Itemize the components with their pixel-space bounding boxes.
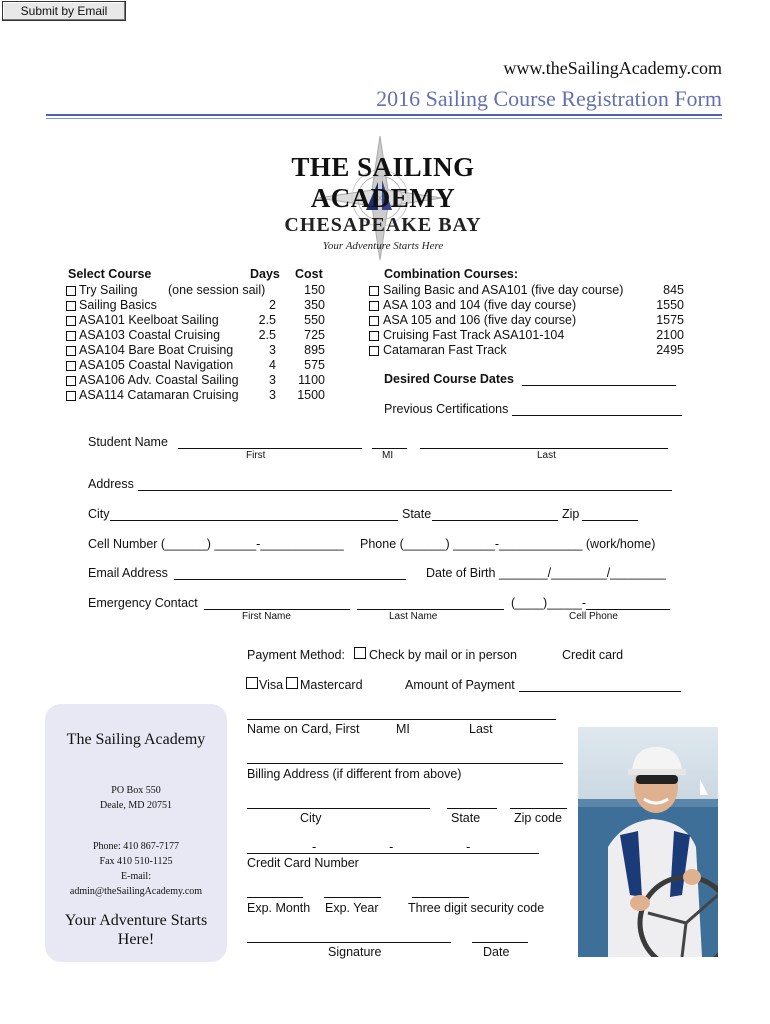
course-checkbox[interactable] [66, 376, 76, 386]
combination-cost: 2495 [656, 343, 684, 357]
course-cost: 1500 [297, 388, 325, 402]
title-rule [46, 114, 722, 116]
visa-checkbox[interactable] [246, 677, 258, 689]
course-name: ASA105 Coastal Navigation [79, 358, 234, 372]
course-checkbox[interactable] [66, 391, 76, 401]
card-number-label: Credit Card Number [247, 856, 359, 870]
course-days: 3 [269, 388, 276, 402]
course-name: Try Sailing [79, 283, 138, 297]
logo-location: CHESAPEAKE BAY [284, 214, 482, 236]
previous-certs-field[interactable] [512, 415, 682, 416]
combination-cost: 1550 [656, 298, 684, 312]
combination-checkbox[interactable] [369, 331, 379, 341]
course-cost: 895 [304, 343, 325, 357]
emergency-contact-label: Emergency Contact [88, 596, 198, 610]
credit-card-label: Credit card [562, 648, 624, 662]
card-last-label: Last [469, 722, 493, 736]
billing-state-label: State [451, 811, 481, 825]
course-days: 2.5 [258, 328, 276, 342]
title-rule-thin [46, 118, 722, 119]
sidebar-email-label: E-mail: [121, 871, 151, 882]
sailor-photo [578, 727, 718, 957]
course-cost: 575 [304, 358, 325, 372]
student-name-label: Student Name [88, 435, 168, 449]
course-name: Sailing Basics [79, 298, 157, 312]
last-caption: Last [537, 450, 556, 461]
submit-by-email-button[interactable]: Submit by Email [2, 1, 126, 21]
course-checkbox[interactable] [66, 286, 76, 296]
sidebar-phone: Phone: 410 867-7177 [92, 841, 180, 852]
emergency-first-caption: First Name [242, 611, 291, 622]
billing-address-label: Billing Address (if different from above) [247, 767, 462, 781]
course-checkbox[interactable] [66, 361, 76, 371]
contact-sidebar [45, 704, 227, 962]
date-field[interactable] [472, 942, 528, 943]
course-checkbox[interactable] [66, 346, 76, 356]
logo-tagline: Your Adventure Starts Here [322, 240, 444, 252]
combination-cost: 2100 [656, 328, 684, 342]
course-cost: 550 [304, 313, 325, 327]
desired-dates-field[interactable] [522, 385, 676, 386]
billing-state-field[interactable] [447, 808, 497, 809]
address-label: Address [88, 477, 134, 491]
emergency-last-caption: Last Name [389, 611, 438, 622]
amount-label: Amount of Payment [405, 678, 515, 692]
combination-heading: Combination Courses: [384, 267, 519, 281]
combination-checkbox[interactable] [369, 316, 379, 326]
billing-city-field[interactable] [247, 808, 430, 809]
phone-field[interactable]: Phone (______) ______-____________ (work/home) [360, 537, 656, 551]
first-name-field[interactable] [178, 448, 362, 449]
payment-method-label: Payment Method: [247, 648, 345, 662]
course-name: ASA103 Coastal Cruising [79, 328, 221, 342]
combination-name: ASA 103 and 104 (five day course) [383, 298, 577, 312]
last-name-field[interactable] [420, 448, 668, 449]
billing-zip-field[interactable] [510, 808, 567, 809]
check-payment-label: Check by mail or in person [369, 648, 517, 662]
check-payment-checkbox[interactable] [354, 647, 366, 659]
sidebar-slogan: Your Adventure Starts Here! [64, 912, 208, 948]
emergency-phone-line[interactable] [586, 609, 670, 610]
mastercard-label: Mastercard [300, 678, 363, 692]
card-mi-label: MI [396, 722, 410, 736]
date-label: Date [483, 945, 510, 959]
mi-field[interactable] [372, 448, 407, 449]
address-field[interactable] [138, 490, 672, 491]
emergency-last-field[interactable] [357, 609, 504, 610]
course-days: 2.5 [258, 313, 276, 327]
amount-field[interactable] [519, 691, 681, 692]
combination-checkbox[interactable] [369, 346, 379, 356]
signature-label: Signature [328, 945, 382, 959]
signature-field[interactable] [247, 942, 451, 943]
billing-address-field[interactable] [247, 763, 563, 764]
combination-checkbox[interactable] [369, 301, 379, 311]
cvv-field[interactable] [412, 897, 469, 898]
course-cost: 350 [304, 298, 325, 312]
zip-label: Zip [562, 507, 580, 521]
combination-name: Sailing Basic and ASA101 (five day course) [383, 283, 624, 297]
course-days: 4 [269, 358, 276, 372]
combination-checkbox[interactable] [369, 286, 379, 296]
state-field[interactable] [432, 520, 558, 521]
sidebar-city: Deale, MD 20751 [100, 800, 172, 811]
course-name: ASA106 Adv. Coastal Sailing [79, 373, 239, 387]
cell-number-field[interactable]: Cell Number (______) ______-____________ [88, 537, 344, 551]
course-checkbox[interactable] [66, 331, 76, 341]
cvv-label: Three digit security code [408, 901, 545, 915]
course-days: 2 [269, 298, 276, 312]
state-label: State [402, 507, 432, 521]
course-days: 3 [269, 373, 276, 387]
course-name: ASA101 Keelboat Sailing [79, 313, 219, 327]
course-days: 3 [269, 343, 276, 357]
name-on-card-label: Name on Card, First [247, 722, 360, 736]
days-heading: Days [250, 267, 280, 281]
course-cost: 725 [304, 328, 325, 342]
combination-name: ASA 105 and 106 (five day course) [383, 313, 577, 327]
billing-city-label: City [300, 811, 322, 825]
combination-cost: 845 [663, 283, 684, 297]
zip-field[interactable] [582, 520, 638, 521]
desired-dates-label: Desired Course Dates [384, 372, 514, 386]
previous-certs-label: Previous Certifications [384, 402, 509, 416]
email-field[interactable] [174, 579, 406, 580]
exp-month-label: Exp. Month [247, 901, 311, 915]
emergency-cell-caption: Cell Phone [569, 611, 618, 622]
course-cost: 150 [304, 283, 325, 297]
course-note: (one session sail) [168, 283, 266, 297]
card-number-separators: - - - [312, 840, 471, 854]
course-cost: 1100 [298, 373, 325, 387]
combination-cost: 1575 [656, 313, 684, 327]
sidebar-academy-name: The Sailing Academy [66, 731, 206, 748]
combination-name: Catamaran Fast Track [383, 343, 507, 357]
course-checkbox[interactable] [66, 301, 76, 311]
emergency-phone-field[interactable]: (____)_____- [511, 596, 587, 610]
sidebar-po-box: PO Box 550 [111, 785, 161, 796]
sidebar-fax: Fax 410 510-1125 [99, 856, 173, 867]
name-on-card-field[interactable] [247, 719, 556, 720]
first-caption: First [246, 450, 266, 461]
emergency-first-field[interactable] [204, 609, 350, 610]
exp-month-field[interactable] [247, 897, 303, 898]
billing-zip-label: Zip code [514, 811, 562, 825]
mi-caption: MI [382, 450, 394, 461]
course-checkbox[interactable] [66, 316, 76, 326]
course-name: ASA114 Catamaran Cruising [79, 388, 239, 402]
exp-year-label: Exp. Year [325, 901, 379, 915]
course-name: ASA104 Bare Boat Cruising [79, 343, 234, 357]
city-field[interactable] [110, 520, 398, 521]
dob-field[interactable]: Date of Birth _______/________/________ [426, 566, 666, 580]
logo-title: THE SAILING ACADEMY [291, 152, 475, 213]
mastercard-checkbox[interactable] [286, 677, 298, 689]
email-label: Email Address [88, 566, 168, 580]
cost-heading: Cost [295, 267, 323, 281]
visa-label: Visa [259, 678, 284, 692]
city-label: City [88, 507, 110, 521]
academy-logo [228, 130, 538, 260]
combination-name: Cruising Fast Track ASA101-104 [383, 328, 565, 342]
form-title: 2016 Sailing Course Registration Form [376, 86, 722, 111]
select-course-heading: Select Course [68, 267, 152, 281]
sidebar-email[interactable]: admin@theSailingAcademy.com [69, 886, 203, 897]
exp-year-field[interactable] [324, 897, 381, 898]
website-url[interactable]: www.theSailingAcademy.com [503, 58, 722, 78]
